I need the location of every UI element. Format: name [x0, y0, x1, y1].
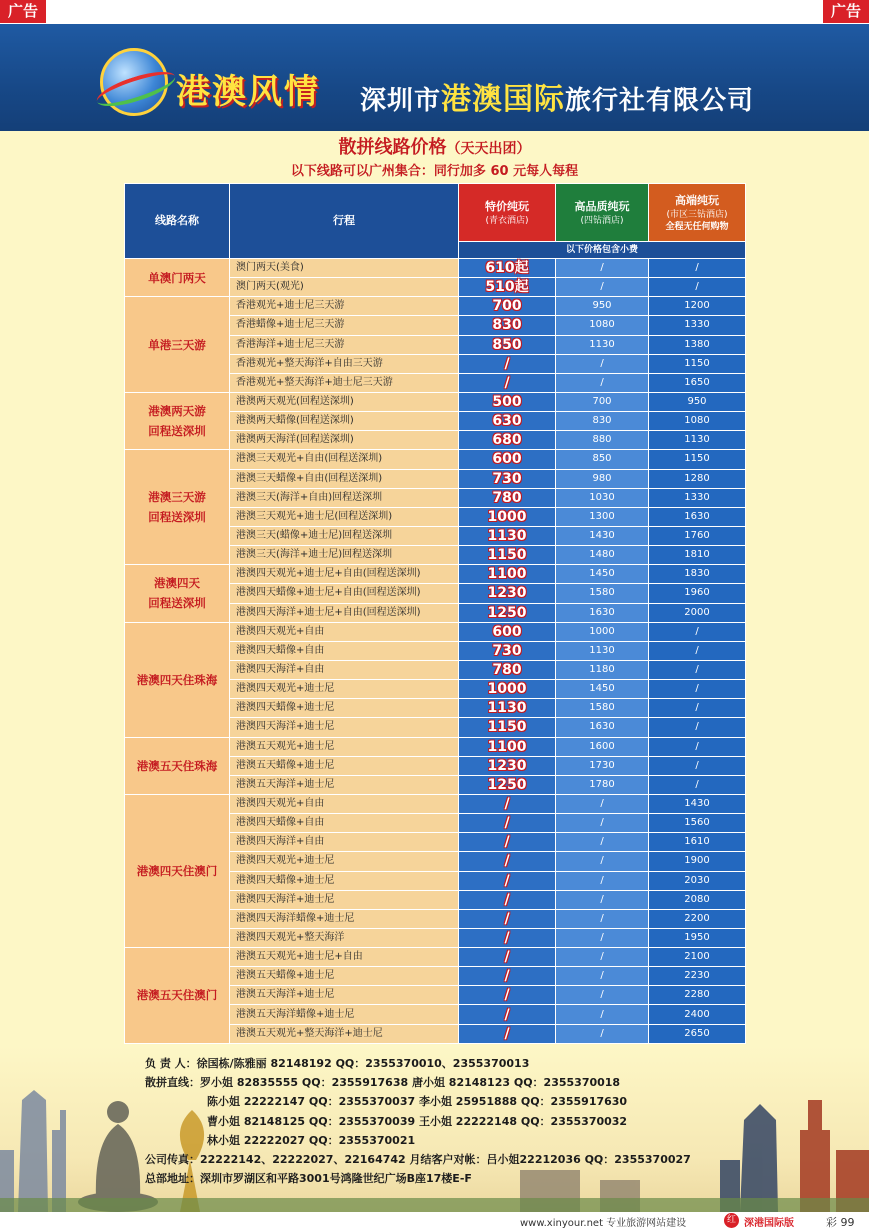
globe-logo-icon: [100, 48, 168, 116]
price-luxury: 1130: [649, 431, 746, 450]
price-luxury: /: [649, 737, 746, 756]
price-special: /: [459, 1005, 556, 1024]
price-table: [124, 183, 746, 1044]
header-banner: [0, 24, 869, 131]
contact-line4: 林小姐 22222027 QQ：2355370021: [207, 1133, 416, 1147]
route-cell: 港澳两天观光(回程送深圳): [230, 392, 459, 411]
price-luxury: 1200: [649, 297, 746, 316]
route-cell: 澳门两天(观光): [230, 278, 459, 297]
price-luxury: 2080: [649, 890, 746, 909]
price-luxury: 1760: [649, 526, 746, 545]
route-cell: 港澳四天观光+自由: [230, 794, 459, 813]
price-special: 680: [459, 431, 556, 450]
table-row: [125, 794, 746, 813]
price-quality: 880: [556, 431, 649, 450]
price-luxury: 1330: [649, 316, 746, 335]
price-luxury: /: [649, 641, 746, 660]
contact-fax: 公司传真：22222142、22222027、22164742 月结客户对帐：吕小姐22212036 QQ：2355370027: [145, 1153, 691, 1167]
price-quality: 1580: [556, 699, 649, 718]
price-quality: 1000: [556, 622, 649, 641]
price-luxury: 2280: [649, 986, 746, 1005]
price-quality: 980: [556, 469, 649, 488]
header-route-group: 线路名称: [125, 184, 230, 259]
company-prefix: 深圳市: [360, 86, 442, 116]
brand-name: 港澳风情: [176, 72, 320, 112]
price-quality: 1180: [556, 660, 649, 679]
price-quality: /: [556, 1005, 649, 1024]
route-cell: 港澳四天海洋+迪士尼: [230, 890, 459, 909]
route-cell: 港澳两天海洋(回程送深圳): [230, 431, 459, 450]
price-luxury: 1330: [649, 488, 746, 507]
price-special: 780: [459, 488, 556, 507]
ad-label-right: 广告: [823, 0, 869, 23]
price-special: /: [459, 814, 556, 833]
price-special: 1000: [459, 680, 556, 699]
table-row: [125, 450, 746, 469]
price-luxury: 1080: [649, 412, 746, 431]
contact-address: 总部地址：深圳市罗湖区和平路3001号鸿隆世纪广场B座17楼E-F: [145, 1172, 472, 1186]
route-cell: 港澳五天观光+整天海洋+迪士尼: [230, 1024, 459, 1043]
route-cell: 香港观光+整天海洋+迪士尼三天游: [230, 373, 459, 392]
price-luxury: /: [649, 278, 746, 297]
price-special: 1130: [459, 699, 556, 718]
price-special: /: [459, 833, 556, 852]
price-quality: /: [556, 1024, 649, 1043]
header-luxury-sub2: 全程无任何购物: [665, 221, 729, 232]
header-quality: [556, 184, 649, 242]
edition-badge-icon: 红: [724, 1213, 739, 1228]
route-cell: 港澳四天观光+迪士尼+自由(回程送深圳): [230, 565, 459, 584]
price-quality: /: [556, 928, 649, 947]
header-quality-label: 高品质纯玩: [574, 199, 630, 213]
company-suffix: 旅行社有限公司: [565, 86, 755, 116]
price-quality: /: [556, 814, 649, 833]
route-cell: 港澳三天观光+迪士尼(回程送深圳): [230, 507, 459, 526]
price-special: 1100: [459, 565, 556, 584]
contact-line1: 散拼直线：罗小姐 82835555 QQ：2355917638 唐小姐 82148123 QQ：2355370018: [145, 1076, 621, 1090]
price-quality: /: [556, 871, 649, 890]
price-quality: /: [556, 278, 649, 297]
price-luxury: 1150: [649, 354, 746, 373]
route-cell: 港澳四天观光+整天海洋: [230, 928, 459, 947]
price-table-body: [125, 259, 746, 1044]
table-row: [125, 622, 746, 641]
price-special: 730: [459, 469, 556, 488]
header-special-sub: (青衣酒店): [485, 215, 529, 226]
price-quality: 1580: [556, 584, 649, 603]
price-special: /: [459, 354, 556, 373]
route-cell: 港澳四天蜡像+自由: [230, 641, 459, 660]
route-cell: 港澳五天观光+迪士尼: [230, 737, 459, 756]
header-itinerary: 行程: [230, 184, 459, 259]
price-quality: /: [556, 794, 649, 813]
price-luxury: 1630: [649, 507, 746, 526]
price-luxury: 1950: [649, 928, 746, 947]
route-cell: 港澳三天(海洋+自由)回程送深圳: [230, 488, 459, 507]
price-luxury: 1610: [649, 833, 746, 852]
title-main: 散拼线路价格: [338, 137, 447, 158]
route-group-name: 港澳四天住澳门: [125, 794, 230, 947]
route-cell: 港澳五天海洋+迪士尼: [230, 986, 459, 1005]
price-luxury: 2650: [649, 1024, 746, 1043]
table-row: [125, 565, 746, 584]
header-special: [459, 184, 556, 242]
price-luxury: /: [649, 680, 746, 699]
price-special: /: [459, 909, 556, 928]
price-luxury: /: [649, 718, 746, 737]
price-luxury: 1810: [649, 546, 746, 565]
price-quality: 1130: [556, 335, 649, 354]
route-cell: 港澳四天蜡像+迪士尼: [230, 871, 459, 890]
price-special: /: [459, 1024, 556, 1043]
route-group-name: 港澳四天住珠海: [125, 622, 230, 737]
price-special: /: [459, 373, 556, 392]
price-special: 1100: [459, 737, 556, 756]
route-cell: 港澳四天观光+迪士尼: [230, 680, 459, 699]
price-quality: 1300: [556, 507, 649, 526]
price-special: 700: [459, 297, 556, 316]
route-cell: 港澳三天(蜡像+迪士尼)回程送深圳: [230, 526, 459, 545]
price-special: 1230: [459, 756, 556, 775]
top-strip: [0, 0, 869, 24]
price-quality: 1030: [556, 488, 649, 507]
price-quality: /: [556, 986, 649, 1005]
route-group-name: 港澳三天游 回程送深圳: [125, 450, 230, 565]
price-luxury: 2030: [649, 871, 746, 890]
price-special: 1250: [459, 603, 556, 622]
price-special: /: [459, 890, 556, 909]
price-quality: /: [556, 354, 649, 373]
contact-manager: 负 责 人：徐国栋/陈雅丽 82148192 QQ：2355370010、2355370013: [145, 1057, 530, 1070]
price-special: 1000: [459, 507, 556, 526]
price-luxury: /: [649, 622, 746, 641]
header-luxury-label: 高端纯玩: [675, 193, 719, 207]
route-cell: 港澳三天观光+自由(回程送深圳): [230, 450, 459, 469]
price-special: 1250: [459, 775, 556, 794]
header-luxury-sub1: (市区三钻酒店): [666, 209, 728, 220]
route-cell: 港澳四天海洋+迪士尼+自由(回程送深圳): [230, 603, 459, 622]
route-group-name: 港澳四天 回程送深圳: [125, 565, 230, 622]
price-special: 780: [459, 660, 556, 679]
price-luxury: 1830: [649, 565, 746, 584]
price-special: /: [459, 986, 556, 1005]
price-luxury: 1900: [649, 852, 746, 871]
route-group-name: 单港三天游: [125, 297, 230, 393]
price-luxury: 1960: [649, 584, 746, 603]
company-name: [360, 74, 754, 118]
price-quality: 1630: [556, 718, 649, 737]
price-luxury: 2100: [649, 948, 746, 967]
route-cell: 港澳四天海洋+自由: [230, 660, 459, 679]
price-special: 850: [459, 335, 556, 354]
price-quality: 850: [556, 450, 649, 469]
route-cell: 香港观光+整天海洋+自由三天游: [230, 354, 459, 373]
company-highlight: 港澳国际: [441, 82, 566, 117]
price-special: 1150: [459, 546, 556, 565]
price-special: 630: [459, 412, 556, 431]
price-quality: 1600: [556, 737, 649, 756]
price-quality: 1080: [556, 316, 649, 335]
price-special: 510起: [459, 278, 556, 297]
header-quality-sub: (四钻酒店): [580, 215, 624, 226]
route-group-name: 港澳五天住澳门: [125, 948, 230, 1044]
route-cell: 港澳五天蜡像+迪士尼: [230, 756, 459, 775]
price-quality: 1480: [556, 546, 649, 565]
price-special: /: [459, 871, 556, 890]
route-cell: 香港蜡像+迪士尼三天游: [230, 316, 459, 335]
contact-line2: 陈小姐 22222147 QQ：2355370037 李小姐 25951888 QQ：2355917630: [207, 1095, 628, 1109]
route-group-name: 单澳门两天: [125, 259, 230, 297]
price-luxury: /: [649, 660, 746, 679]
price-luxury: /: [649, 775, 746, 794]
price-special: 1130: [459, 526, 556, 545]
contact-info: [145, 1054, 691, 1188]
price-special: /: [459, 948, 556, 967]
title-note: （天天出团）: [446, 141, 531, 157]
price-luxury: 1650: [649, 373, 746, 392]
route-cell: 香港观光+迪士尼三天游: [230, 297, 459, 316]
price-quality: /: [556, 890, 649, 909]
website-credit: www.xinyour.net 专业旅游网站建设: [520, 1218, 687, 1229]
price-quality: 1450: [556, 680, 649, 699]
price-luxury: 1150: [649, 450, 746, 469]
price-quality: 1430: [556, 526, 649, 545]
price-special: 730: [459, 641, 556, 660]
route-cell: 港澳五天蜡像+迪士尼: [230, 967, 459, 986]
price-quality: 1450: [556, 565, 649, 584]
price-luxury: 1380: [649, 335, 746, 354]
route-cell: 港澳四天海洋蜡像+迪士尼: [230, 909, 459, 928]
price-luxury: /: [649, 259, 746, 278]
route-cell: 港澳五天海洋+迪士尼: [230, 775, 459, 794]
price-special: 500: [459, 392, 556, 411]
route-cell: 港澳四天蜡像+迪士尼+自由(回程送深圳): [230, 584, 459, 603]
price-quality: 1780: [556, 775, 649, 794]
price-quality: 830: [556, 412, 649, 431]
price-special: 600: [459, 622, 556, 641]
price-luxury: 1430: [649, 794, 746, 813]
table-row: [125, 737, 746, 756]
price-special: 610起: [459, 259, 556, 278]
route-cell: 港澳四天蜡像+迪士尼: [230, 699, 459, 718]
price-luxury: 2000: [649, 603, 746, 622]
price-special: 1150: [459, 718, 556, 737]
price-luxury: 2230: [649, 967, 746, 986]
price-quality: /: [556, 833, 649, 852]
price-luxury: 950: [649, 392, 746, 411]
price-special: /: [459, 852, 556, 871]
route-cell: 港澳四天海洋+迪士尼: [230, 718, 459, 737]
price-special: /: [459, 928, 556, 947]
price-quality: 950: [556, 297, 649, 316]
route-cell: 港澳四天观光+自由: [230, 622, 459, 641]
header-special-label: 特价纯玩: [485, 199, 529, 213]
price-quality: 1630: [556, 603, 649, 622]
price-special: 830: [459, 316, 556, 335]
route-cell: 香港海洋+迪士尼三天游: [230, 335, 459, 354]
price-luxury: /: [649, 756, 746, 775]
contact-line3: 曹小姐 82148125 QQ：2355370039 王小姐 22222148 QQ：2355370032: [207, 1114, 628, 1128]
price-quality: 700: [556, 392, 649, 411]
price-quality: /: [556, 967, 649, 986]
route-cell: 港澳五天海洋蜡像+迪士尼: [230, 1005, 459, 1024]
bottom-bar: [0, 1212, 869, 1230]
price-quality: 1130: [556, 641, 649, 660]
price-quality: /: [556, 259, 649, 278]
page-subtitle: 以下线路可以广州集合：同行加多 60 元每人每程: [290, 164, 579, 179]
page-number: 彩 99: [826, 1216, 855, 1229]
table-row: [125, 259, 746, 278]
price-quality: 1730: [556, 756, 649, 775]
table-row: [125, 392, 746, 411]
header-luxury: [649, 184, 746, 242]
header-price-note: 以下价格包含小费: [459, 242, 746, 259]
ad-label-left: 广告: [0, 0, 46, 23]
price-quality: /: [556, 852, 649, 871]
route-group-name: 港澳五天住珠海: [125, 737, 230, 794]
price-luxury: 1560: [649, 814, 746, 833]
price-special: 1230: [459, 584, 556, 603]
route-cell: 港澳五天观光+迪士尼+自由: [230, 948, 459, 967]
route-cell: 港澳三天蜡像+自由(回程送深圳): [230, 469, 459, 488]
route-cell: 澳门两天(美食): [230, 259, 459, 278]
price-quality: /: [556, 373, 649, 392]
price-luxury: 2400: [649, 1005, 746, 1024]
table-row: [125, 948, 746, 967]
price-quality: /: [556, 948, 649, 967]
route-cell: 港澳四天海洋+自由: [230, 833, 459, 852]
route-group-name: 港澳两天游 回程送深圳: [125, 392, 230, 449]
edition-name: 深港国际版: [744, 1218, 794, 1229]
table-row: [125, 297, 746, 316]
price-luxury: 1280: [649, 469, 746, 488]
price-luxury: /: [649, 699, 746, 718]
price-luxury: 2200: [649, 909, 746, 928]
price-quality: /: [556, 909, 649, 928]
route-cell: 港澳四天观光+迪士尼: [230, 852, 459, 871]
route-cell: 港澳四天蜡像+自由: [230, 814, 459, 833]
price-special: /: [459, 967, 556, 986]
price-special: /: [459, 794, 556, 813]
route-cell: 港澳三天(海洋+迪士尼)回程送深圳: [230, 546, 459, 565]
price-special: 600: [459, 450, 556, 469]
route-cell: 港澳两天蜡像(回程送深圳): [230, 412, 459, 431]
page-title: [0, 133, 869, 159]
